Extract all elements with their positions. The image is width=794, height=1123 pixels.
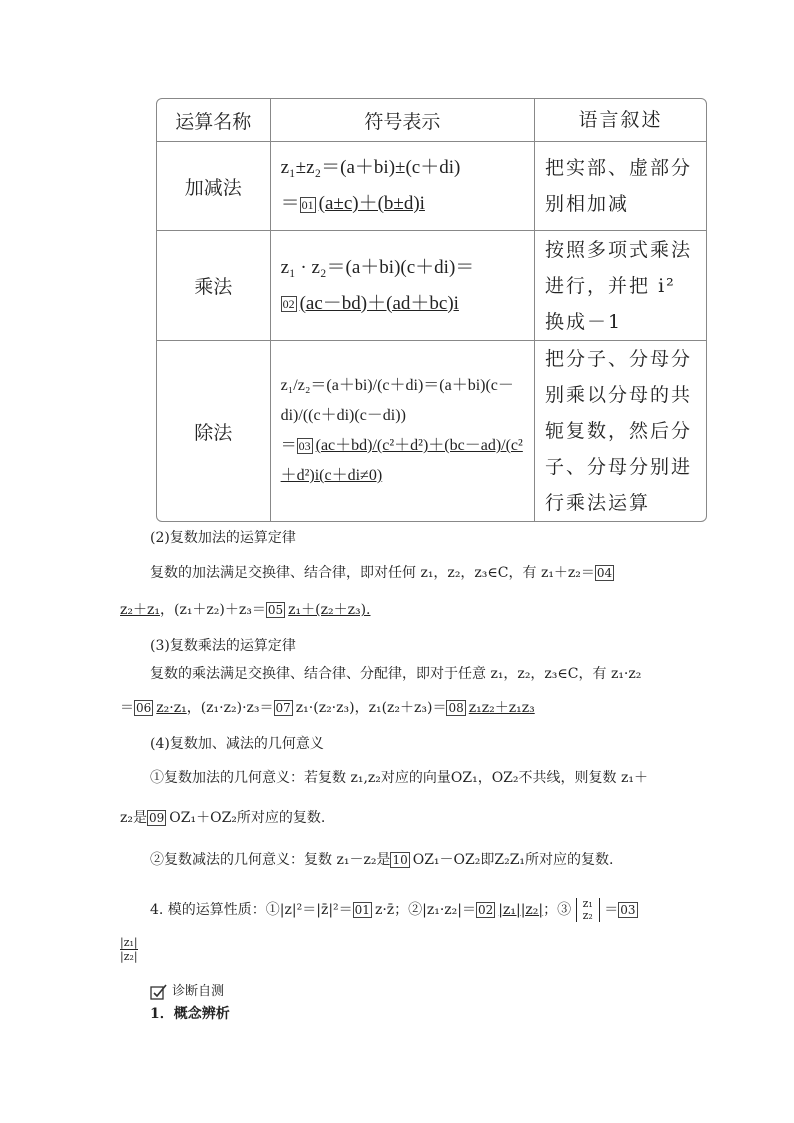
text: ，(z₁＋z₂)＋z₃＝ (159, 602, 266, 618)
text: ＝ (604, 902, 619, 918)
answer-box: 03 (298, 439, 311, 454)
answer-fraction (120, 936, 138, 963)
frac-bottom: |z₂| (120, 950, 138, 963)
answer-text: z₂＋z₁ (120, 602, 160, 618)
paragraph (150, 850, 710, 870)
text: ＝ (120, 700, 134, 716)
diagnosis-label: 诊断自测 (172, 984, 225, 999)
paragraph (150, 563, 710, 583)
answer-box: 02 (282, 297, 295, 312)
header-name: 运算名称 (157, 99, 271, 142)
answer-box: 05 (267, 603, 284, 617)
answer-box: 04 (596, 566, 613, 580)
text: 4. 模的运算性质：①|z|²＝|z̄|²＝ (150, 902, 353, 918)
diagnosis-heading (150, 980, 224, 1000)
table-row (157, 341, 706, 521)
text: OZ₁－OZ₂即Z₂Z₁所对应的复数. (412, 852, 614, 868)
answer-text: z₂·z₁ (156, 700, 187, 716)
row-formula (271, 341, 535, 521)
answer-box: 01 (301, 197, 314, 212)
section-title: (4)复数加、减法的几何意义 (150, 736, 324, 752)
paragraph: ①复数加法的几何意义：若复数 z₁,z₂对应的向量OZ₁，OZ₂不共线，则复数 z₁＋ (150, 770, 648, 786)
answer-box: 01 (354, 903, 370, 917)
text: ；②|z₁·z₂|＝ (394, 902, 477, 918)
text: ②复数减法的几何意义：复数 z₁－z₂是 (150, 852, 391, 868)
paragraph: 复数的乘法满足交换律、结合律、分配律，即对于任意 z₁，z₂，z₃∈C，有 z₁·z₂ (150, 666, 642, 682)
paragraph (120, 808, 720, 828)
text: 复数的加法满足交换律、结合律，即对任何 z₁，z₂，z₃∈C，有 z₁＋z₂＝ (150, 565, 595, 581)
text: ，(z₁·z₂)·z₃＝ (186, 700, 274, 716)
table-row (157, 142, 706, 231)
answer-text: z₁·(z₂·z₃) (295, 700, 355, 716)
answer-box: 09 (149, 811, 165, 825)
section-title: (2)复数加法的运算定律 (150, 530, 296, 546)
formula-line1: z₁/z₂＝(a＋bi)/(c＋di)＝(a＋bi)(c－di)/((c＋di)(c－di)) (280, 377, 514, 424)
text: OZ₁＋OZ₂所对应的复数. (169, 810, 326, 826)
formula-line1: z₁±z₂＝(a＋bi)±(c＋di) (280, 157, 461, 178)
answer-text: |z₁||z₂| (498, 902, 544, 918)
formula-prefix: ＝ (280, 437, 297, 454)
row-name: 加减法 (157, 142, 271, 231)
formula-answer: (ac－bd)＋(ad＋bc)i (299, 292, 459, 314)
formula-line1: z₁ · z₂＝(a＋bi)(c＋di)＝ (280, 256, 475, 278)
answer-box: 02 (478, 903, 494, 917)
text: ；③ (543, 902, 572, 918)
answer-text: z₁z₂＋z₁z₃ (468, 700, 535, 716)
table-row (157, 231, 706, 341)
fraction (576, 898, 600, 922)
frac-top: |z₁| (120, 936, 138, 949)
row-description: 按照多项式乘法进行，并把 i² 换成－1 (535, 231, 706, 341)
answer-box: 08 (448, 701, 464, 715)
operations-table (156, 98, 707, 522)
paragraph (120, 600, 720, 620)
header-description: 语言叙述 (535, 99, 706, 142)
item-1: 1．概念辨析 (150, 1006, 230, 1022)
answer-box: 06 (136, 701, 152, 715)
answer-box: 07 (275, 701, 291, 715)
text: z₂是 (120, 810, 147, 826)
checkbox-icon (150, 984, 168, 1000)
row-formula (271, 231, 535, 341)
paragraph (120, 698, 720, 718)
frac-top: z₁ (582, 897, 593, 910)
formula-answer: (a±c)＋(b±d)i (318, 193, 425, 214)
formula-prefix: ＝ (280, 193, 300, 214)
row-name: 除法 (157, 341, 271, 521)
paragraph (150, 898, 710, 922)
answer-text: z·z̄ (374, 902, 395, 918)
row-description: 把分子、分母分别乘以分母的共轭复数，然后分子、分母分别进行乘法运算 (545, 348, 693, 514)
answer-box: 03 (620, 903, 636, 917)
answer-box: 10 (392, 853, 408, 867)
answer-text: z₁＋(z₂＋z₃). (288, 602, 371, 618)
text: ，z₁(z₂＋z₃)＝ (354, 700, 447, 716)
header-symbol: 符号表示 (271, 99, 535, 142)
formula-answer: (ac＋bd)/(c²＋d²)＋(bc－ad)/(c²＋d²)i(c＋di≠0) (280, 437, 523, 484)
section-title: (3)复数乘法的运算定律 (150, 638, 296, 654)
row-description: 把实部、虚部分别相加减 (535, 142, 706, 231)
row-formula (271, 142, 535, 231)
row-name: 乘法 (157, 231, 271, 341)
frac-bottom: z₂ (582, 909, 593, 922)
